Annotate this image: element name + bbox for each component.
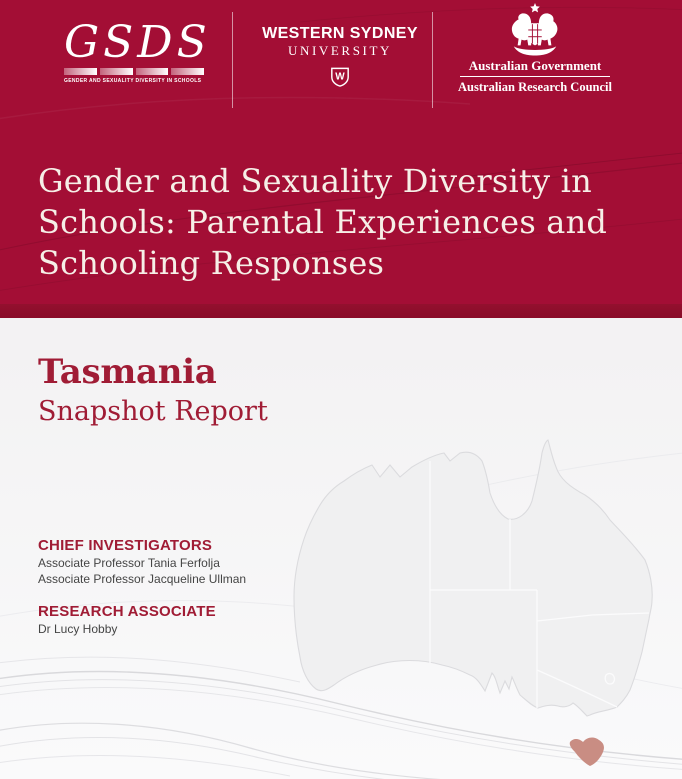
gsds-bar (171, 68, 204, 75)
research-associate-heading: RESEARCH ASSOCIATE (38, 603, 216, 620)
report-title (38, 161, 607, 284)
logo-divider (232, 12, 233, 108)
report-title-line1: Gender and Sexuality Diversity in (38, 162, 592, 200)
tasmania-highlight (570, 738, 604, 766)
masthead-bottom-stripe (0, 304, 682, 318)
gsds-bar (64, 68, 97, 75)
research-associate-name: Dr Lucy Hobby (38, 622, 118, 636)
western-sydney-university-logo (262, 26, 418, 92)
chief-investigator-name: Associate Professor Tania Ferfolja (38, 556, 220, 570)
wsu-shield-icon (262, 67, 418, 92)
report-title-line3: Schooling Responses (38, 244, 385, 282)
gsds-gradient-bars (64, 68, 204, 75)
state-name-heading: Tasmania (38, 352, 217, 392)
chief-investigator-name: Associate Professor Jacqueline Ullman (38, 571, 247, 586)
chief-investigators-heading: CHIEF INVESTIGATORS (38, 537, 213, 554)
gsds-bar (136, 68, 169, 75)
wsu-wordmark-line2: UNIVERSITY (288, 43, 392, 58)
gsds-logo (64, 17, 211, 84)
scroll-base-icon (514, 46, 556, 55)
logo-divider (432, 12, 433, 108)
wsu-wordmark-line1: WESTERN SYDNEY (262, 25, 418, 42)
masthead-band (0, 0, 682, 318)
report-title-line2: Schools: Parental Experiences and (38, 203, 608, 241)
arc-label: Australian Research Council (458, 80, 612, 94)
gov-divider-rule (460, 76, 610, 77)
gsds-acronym: GSDS (64, 17, 211, 68)
gsds-bar (100, 68, 133, 75)
coat-of-arms-icon (492, 2, 578, 56)
credits-block (38, 537, 358, 638)
australian-government-logo (457, 2, 613, 94)
wsu-shield-letter: W (335, 71, 345, 83)
report-subtitle: Snapshot Report (38, 396, 268, 427)
gov-label: Australian Government (468, 58, 602, 73)
commonwealth-star-icon (530, 3, 540, 12)
gsds-tagline: GENDER AND SEXUALITY DIVERSITY IN SCHOOLS (64, 78, 202, 84)
